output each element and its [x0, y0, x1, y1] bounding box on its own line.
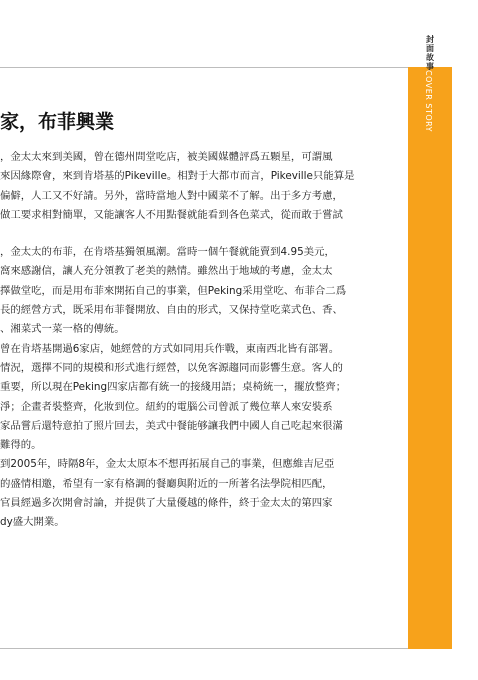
body-line: 到2005年，時隔8年，金太太原本不想再拓展自己的事業，但應維吉尼亞	[0, 458, 335, 471]
body-line: 家品嘗后還特意拍了照片回去，美式中餐能够讓我們中國人自己吃起來很滿	[0, 419, 343, 432]
section-label-char: 面	[426, 44, 434, 53]
section-label-english: COVER STORY	[424, 70, 433, 133]
body-line: 難得的。	[0, 439, 42, 452]
bottom-rule	[0, 648, 408, 649]
section-label-chinese	[424, 35, 436, 71]
body-line: 曾在肯塔基開過6家店，她經營的方式如同用兵作戰，東南西北皆有部署。	[0, 342, 340, 355]
section-label-char: 封	[426, 35, 434, 44]
body-line: 淨；企畫者裝整齊，化妝到位。紐約的電腦公司曾派了幾位華人來安裝系	[0, 400, 333, 413]
top-rule	[0, 67, 408, 68]
body-line: 窩來感謝信，讓人充分領教了老美的熱情。雖然出于地域的考慮，金太太	[0, 265, 333, 278]
section-label-char: 故	[426, 53, 434, 62]
body-line: dy盛大開業。	[0, 516, 65, 529]
paragraph-gap	[0, 225, 408, 243]
body-line: ，金太太的布菲，在肯塔基獨領風潮。當時一個午餐就能賣到4.95美元，	[0, 246, 335, 259]
body-line: 的盛情相邀，希望有一家有格調的餐廳與附近的一所著名法學院相匹配，	[0, 477, 333, 490]
body-line: ，金太太來到美國，曾在德州問堂吃店，被美國媒體評爲五顆星，可謂風	[0, 151, 333, 163]
body-line: 擇做堂吃，而是用布菲來開拓自己的事業，但Peking采用堂吃、布菲合二爲	[0, 284, 347, 297]
article-body	[0, 148, 408, 533]
body-line: 官員經過多次開會討論，并提供了大量優越的條件，終于金太太的第四家	[0, 497, 333, 510]
section-color-bar	[408, 67, 452, 649]
body-line: 偏僻，人工又不好請。另外，當時當地人對中國菜不了解。出于多方考慮，	[0, 189, 343, 202]
body-line: 來因緣際會，來到肯塔基的Pikeville。相對于大都市而言，Pikeville只能算是	[0, 170, 355, 183]
article-headline: 家，布菲興業	[0, 111, 115, 133]
body-line: 做工要求相對簡單，又能讓客人不用點餐就能看到各色菜式，從而敢于嘗試	[0, 208, 343, 221]
body-line: 情況，選擇不同的規模和形式進行經營，以免客源趨同而影響生意。客人的	[0, 361, 343, 374]
body-line: 、湘菜式一菜一格的傳統。	[0, 323, 125, 336]
body-line: 重要，所以現在Peking四家店都有統一的接綫用語；桌椅統一，擺放整齊；	[0, 381, 347, 394]
body-line: 長的經營方式，既采用布菲餐開放、自由的形式，又保持堂吃菜式色、香、	[0, 304, 343, 317]
section-label-char: 事	[426, 62, 434, 71]
